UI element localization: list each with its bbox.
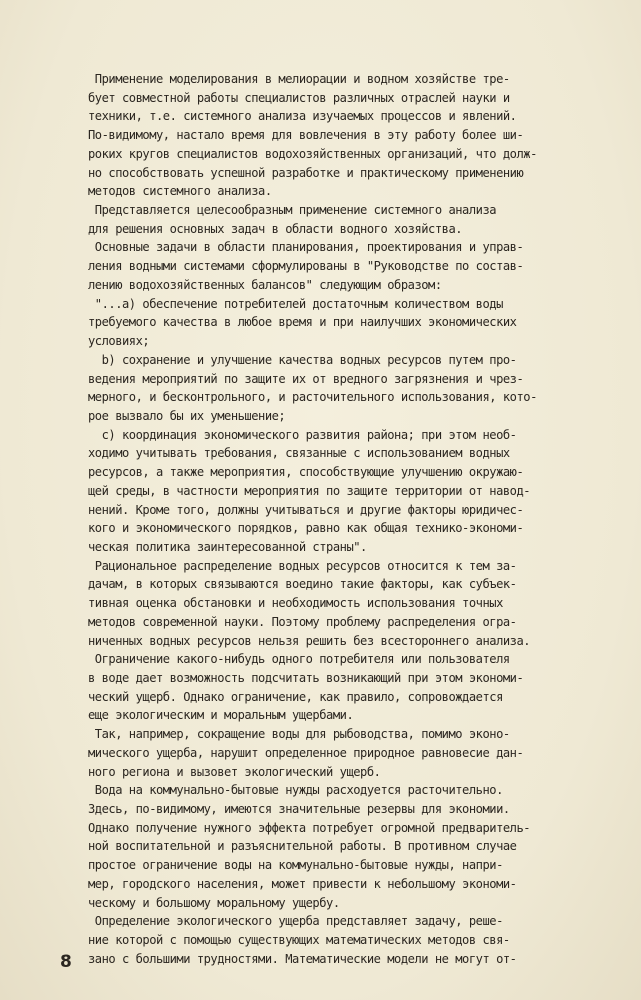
text-line: тивная оценка обстановки и необходимость использования точных [88, 596, 503, 611]
body-text [88, 70, 620, 969]
text-line: Здесь, по-видимому, имеются значительные резервы для экономии. [88, 802, 510, 817]
text-line: требуемого качества в любое время и при наилучших экономических [88, 315, 517, 330]
text-line: техники, т.е. системного анализа изучаемых процессов и явлений. [88, 109, 517, 124]
text-line: простое ограничение воды на коммунально-бытовые нужды, напри- [88, 858, 503, 873]
text-line: Применение моделирования в мелиорации и водном хозяйстве тре- [88, 72, 510, 86]
text-line: ние которой с помощью существующих математических методов свя- [88, 933, 510, 948]
text-line: Так, например, сокращение воды для рыбоводства, помимо эконо- [88, 727, 510, 742]
text-line: Основные задачи в области планирования, проектирования и управ- [88, 240, 524, 255]
text-line: ного региона и вызовет экологический ущерб. [88, 764, 381, 779]
text-line: еще экологическим и моральным ущербами. [88, 708, 354, 723]
text-line: методов системного анализа. [88, 184, 272, 199]
text-line: ресурсов, а также мероприятия, способствующие улучшению окружаю- [88, 465, 524, 480]
text-line: кого и экономического порядков, равно как общая технико-экономи- [88, 521, 524, 536]
text-line: ческому и большому моральному ущербу. [88, 895, 340, 910]
text-line: Рациональное распределение водных ресурсов относится к тем за- [88, 558, 517, 573]
text-line: ходимо учитывать требования, связанные с использованием водных [88, 446, 510, 461]
text-line: ческая политика заинтересованной страны". [88, 539, 367, 554]
text-line: ниченных водных ресурсов нельзя решить без всестороннего анализа. [88, 633, 531, 648]
text-line: лению водохозяйственных балансов" следующим образом: [88, 277, 442, 292]
text-line: мер, городского населения, может привести к небольшому экономи- [88, 876, 517, 891]
text-line: роких кругов специалистов водохозяйственных организаций, что долж- [88, 146, 537, 161]
text-line: Однако получение нужного эффекта потребует огромной предваритель- [88, 820, 531, 835]
text-line: в воде дает возможность подсчитать возникающий при этом экономи- [88, 671, 524, 685]
text-line: щей среды, в частности мероприятия по защите территории от навод- [88, 483, 531, 498]
text-line: Определение экологического ущерба представляет задачу, реше- [88, 914, 503, 929]
text-line: зано с большими трудностями. Математические модели не могут от- [88, 951, 517, 966]
text-line: "...а) обеспечение потребителей достаточным количеством воды [88, 296, 503, 311]
page-number: 8 [60, 952, 72, 972]
text-line: мического ущерба, нарушит определенное природное равновесие дан- [88, 745, 524, 760]
text-line: ления водными системами сформулированы в "Руководстве по состав- [88, 259, 524, 274]
text-line: ной воспитательной и разъяснительной работы. В противном случае [88, 839, 517, 854]
text-line: мерного, и бесконтрольного, и расточительного использования, кото- [88, 390, 537, 405]
text-line: По-видимому, настало время для вовлечения в эту работу более ши- [88, 128, 524, 143]
text-line: дачам, в которых связываются воедино такие факторы, как субъек- [88, 577, 517, 592]
text-line: с) координация экономического развития района; при этом необ- [88, 427, 517, 442]
text-line: но способствовать успешной разработке и практическому применению [88, 165, 524, 180]
text-line: ческий ущерб. Однако ограничение, как правило, сопровождается [88, 689, 503, 704]
text-line: ведения мероприятий по защите их от вредного загрязнения и чрез- [88, 371, 524, 386]
text-line: Ограничение какого-нибудь одного потребителя или пользователя [88, 652, 510, 667]
text-line: рое вызвало бы их уменьшение; [88, 408, 286, 423]
text-line: нений. Кроме того, должны учитываться и другие факторы юридичес- [88, 502, 524, 517]
text-line: Представляется целесообразным применение системного анализа [88, 203, 497, 218]
text-line: бует совместной работы специалистов различных отраслей науки и [88, 90, 510, 105]
text-line: b) сохранение и улучшение качества водных ресурсов путем про- [88, 352, 517, 367]
text-line: методов современной науки. Поэтому проблему распределения огра- [88, 614, 517, 629]
text-line: для решения основных задач в области водного хозяйства. [88, 221, 463, 236]
text-line: условиях; [88, 334, 150, 349]
text-line: Вода на коммунально-бытовые нужды расходуется расточительно. [88, 783, 503, 798]
